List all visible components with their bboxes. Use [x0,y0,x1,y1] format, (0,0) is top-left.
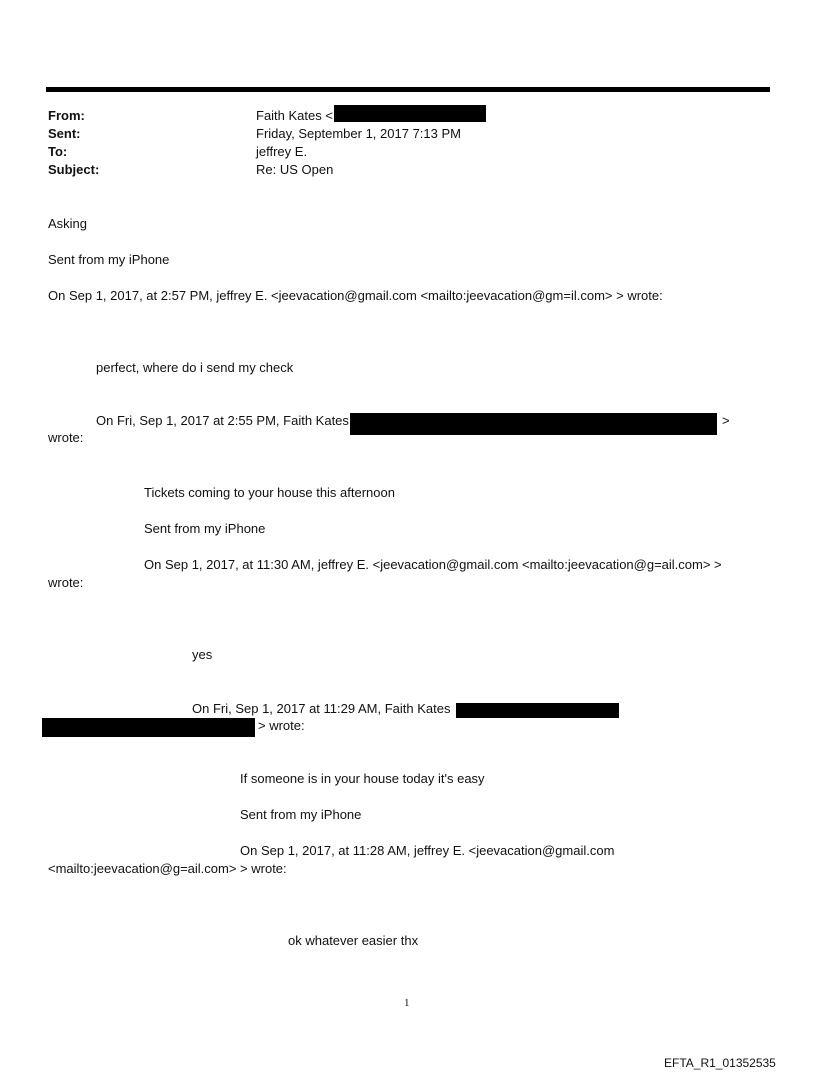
from-label: From: [48,108,85,123]
quoted-message: perfect, where do i send my check [96,360,294,375]
to-label: To: [48,144,68,159]
redaction-bar [350,413,717,435]
quote-header-end: > [722,413,730,428]
subject-value: Re: US Open [256,162,334,177]
quote-wrote: > wrote: [258,718,305,733]
to-value: jeffrey E. [256,144,308,159]
signature: Sent from my iPhone [48,252,170,267]
quoted-message: Tickets coming to your house this afternoon [144,485,395,500]
header-rule [46,87,770,92]
quoted-message: If someone is in your house today it's easy [240,771,485,786]
quote-header: On Sep 1, 2017, at 2:57 PM, jeffrey E. <jeevacation@gmail.com <mailto:jeevacation@gm=il.com> > wrote: [48,288,663,303]
redaction-bar [334,105,486,122]
signature: Sent from my iPhone [144,521,266,536]
document-id: EFTA_R1_01352535 [664,1056,776,1070]
signature: Sent from my iPhone [240,807,362,822]
quoted-message: yes [192,647,213,662]
quote-wrote: wrote: [48,575,84,590]
redaction-bar [456,703,619,718]
quote-header: On Fri, Sep 1, 2017 at 11:29 AM, Faith Kates [192,701,451,716]
sent-value: Friday, September 1, 2017 7:13 PM [256,126,461,141]
quote-header: On Sep 1, 2017, at 11:30 AM, jeffrey E. <jeevacation@gmail.com <mailto:jeevacation@g=ail.com> > [144,557,722,572]
quote-header: On Sep 1, 2017, at 11:28 AM, jeffrey E. <jeevacation@gmail.com [240,843,615,858]
quote-header-cont: <mailto:jeevacation@g=ail.com> > wrote: [48,861,287,876]
quoted-message: ok whatever easier thx [288,933,419,948]
redaction-bar [42,718,255,737]
sent-label: Sent: [48,126,81,141]
reply-text: Asking [48,216,88,231]
subject-label: Subject: [48,162,100,177]
page-number: 1 [404,997,410,1009]
from-value: Faith Kates < [256,108,333,123]
quote-wrote: wrote: [48,430,84,445]
quote-header: On Fri, Sep 1, 2017 at 2:55 PM, Faith Kates [96,413,349,428]
